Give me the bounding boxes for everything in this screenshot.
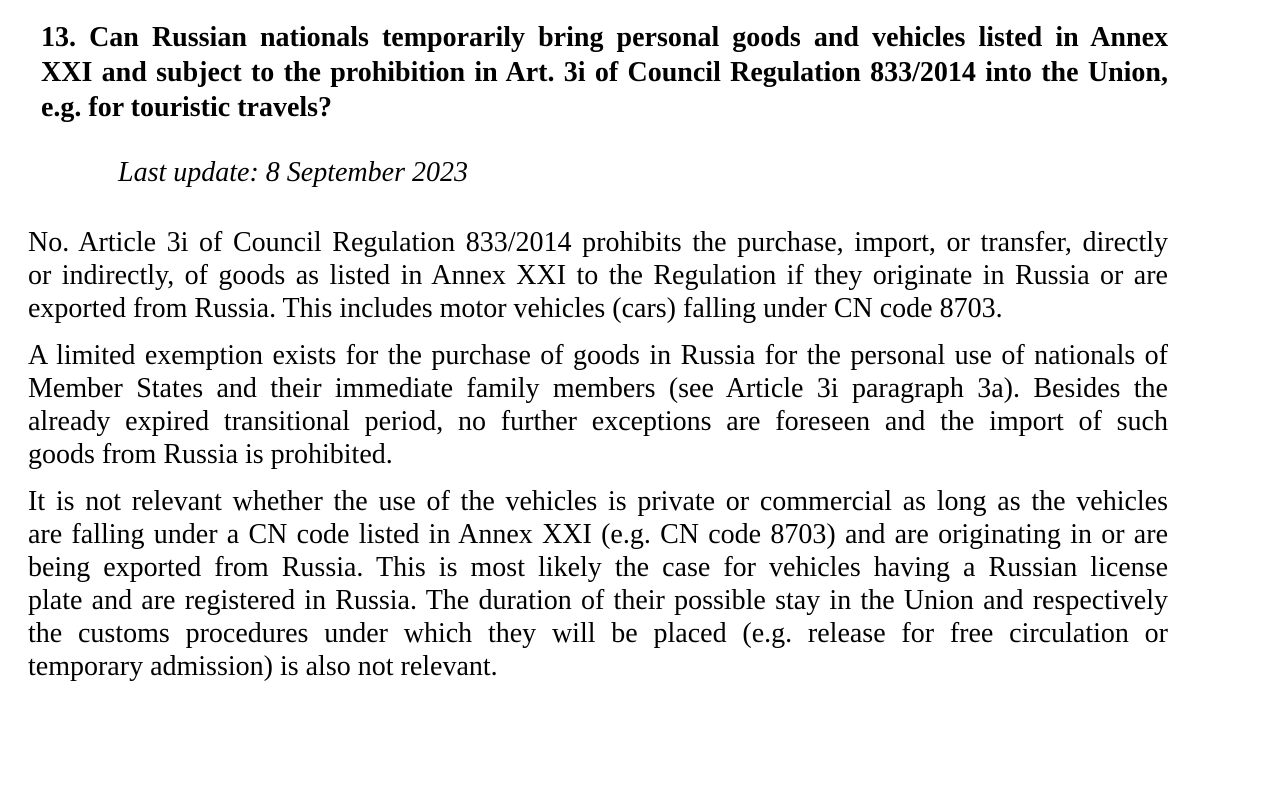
- text-line: temporary admission) is also not relevant.: [28, 651, 498, 682]
- text-line: or indirectly, of goods as listed in Annex XXI to the Regulation if they originate in Russia or are: [28, 260, 1168, 291]
- text-line: A limited exemption exists for the purchase of goods in Russia for the personal use of nationals of: [28, 340, 1168, 371]
- question-heading: [41, 20, 1168, 125]
- text-line: the customs procedures under which they will be placed (e.g. release for free circulation or: [28, 618, 1168, 649]
- answer-paragraph-1: [28, 226, 1168, 325]
- text-line: already expired transitional period, no further exceptions are foreseen and the import of such: [28, 406, 1168, 437]
- answer-paragraph-2: [28, 339, 1168, 471]
- text-line: It is not relevant whether the use of the vehicles is private or commercial as long as the vehicles: [28, 486, 1168, 517]
- text-line: are falling under a CN code listed in Annex XXI (e.g. CN code 8703) and are originating in or are: [28, 519, 1168, 550]
- text-line: goods from Russia is prohibited.: [28, 439, 393, 470]
- last-update-line: Last update: 8 September 2023: [118, 157, 468, 188]
- text-line: being exported from Russia. This is most likely the case for vehicles having a Russian license: [28, 552, 1168, 583]
- text-line: e.g. for touristic travels?: [41, 92, 333, 123]
- text-line: XXI and subject to the prohibition in Art. 3i of Council Regulation 833/2014 into the Union,: [41, 57, 1168, 88]
- answer-paragraph-3: [28, 485, 1168, 683]
- text-line: No. Article 3i of Council Regulation 833/2014 prohibits the purchase, import, or transfer, directly: [28, 227, 1168, 258]
- text-line: Member States and their immediate family members (see Article 3i paragraph 3a). Besides the: [28, 373, 1168, 404]
- text-line: exported from Russia. This includes motor vehicles (cars) falling under CN code 8703.: [28, 293, 1003, 324]
- text-line: 13. Can Russian nationals temporarily bring personal goods and vehicles listed in Annex: [41, 22, 1168, 53]
- text-line: plate and are registered in Russia. The duration of their possible stay in the Union and respectively: [28, 585, 1168, 616]
